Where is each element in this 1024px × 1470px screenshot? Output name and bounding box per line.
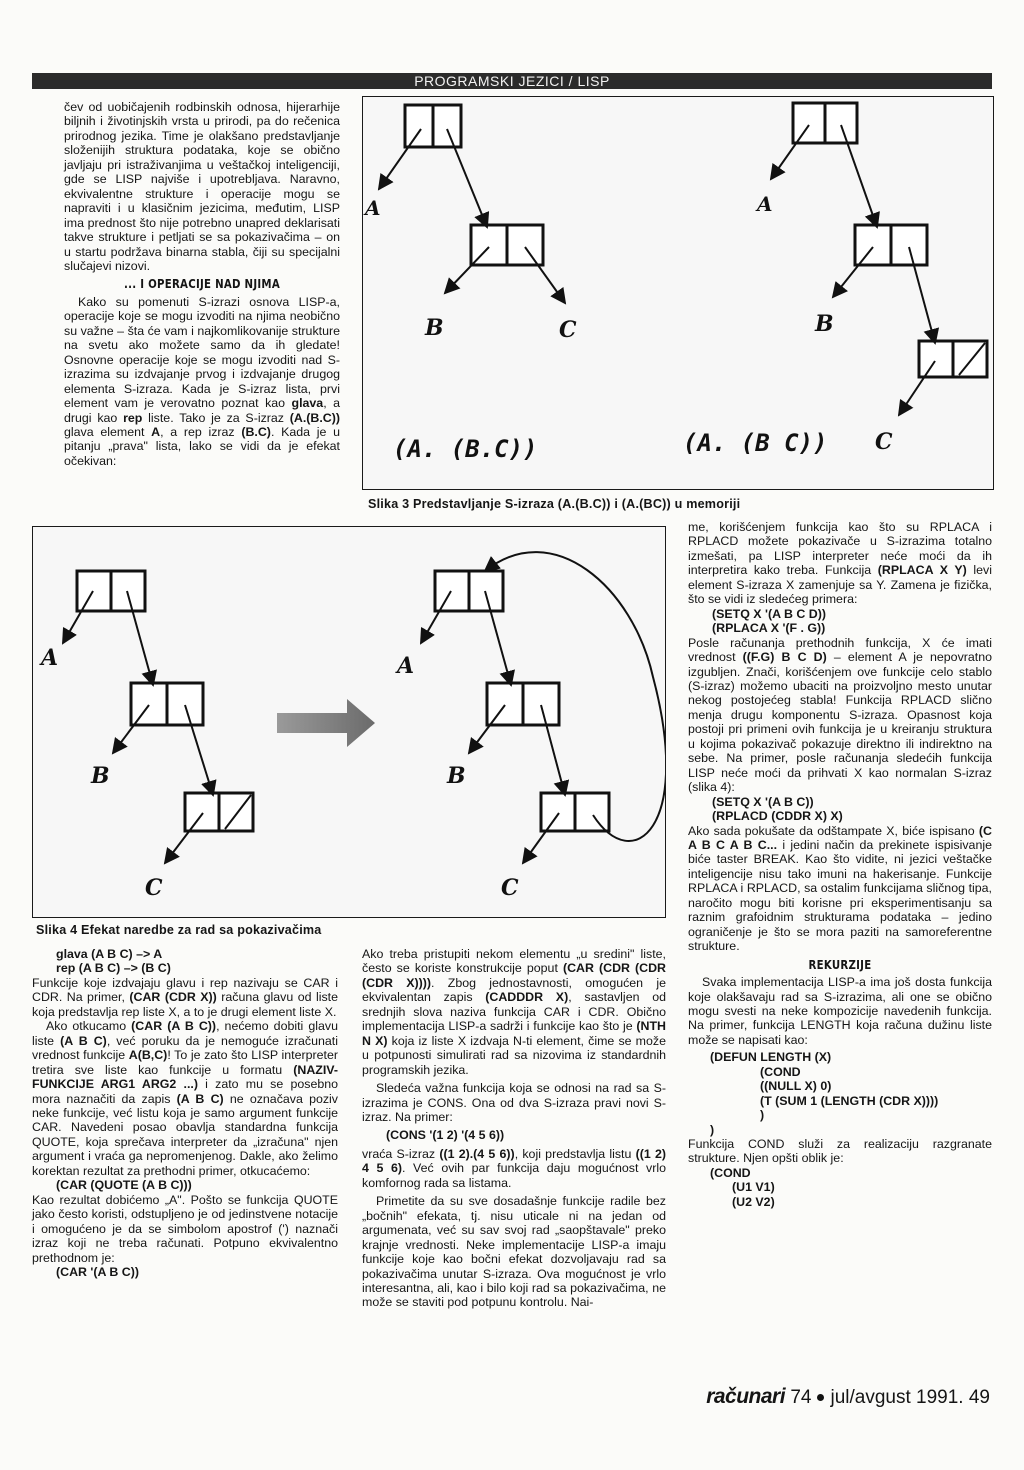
cons-cell-cdr — [507, 225, 543, 265]
magazine-logo: računari — [706, 1385, 786, 1408]
node-label-c: C — [559, 317, 577, 343]
code-line: (SETQ X '(A B C)) — [712, 794, 814, 809]
code-line: (CAR '(A B C)) — [56, 1264, 140, 1279]
column-1-bottom — [32, 947, 338, 1279]
paragraph: me, korišćenjem funkcija kao što su RPLACA i RPLACD možete pokazivače u S-izrazima totalno izmešati, pa LISP interpreter neće moći da ih interpretira kako treba. Funkcija (RPLACA X Y) levi element S-izraza X zamenjuje sa Y. Zamena je fizička, što se vidi iz sledećeg primera: — [688, 520, 992, 607]
cons-cell-cdr — [825, 103, 857, 143]
node-label-c: C — [145, 875, 163, 901]
code-line: (CONS '(1 2) '(4 5 6)) — [386, 1128, 505, 1143]
node-label-a: A — [397, 653, 415, 679]
code-line: ((NULL X) 0) — [760, 1079, 832, 1094]
node-label-a: A — [41, 645, 59, 671]
cons-cell-car — [855, 225, 891, 265]
paragraph: Ako otkucamo (CAR (A B C)), nećemo dobiti glavu liste (A B C), već poruku da je nemoguće izračunati vrednost funkcije A(B,C)! To je zato što LISP interpreter tretira sve liste kao funkcije u formatu (NAZIV-FUNKCIJE ARG1 ARG2 ...) i zato mu se posebno mora naznačiti da zapis (A B C) ne označava poziv neke funkcije, već listu koja je samo argument funkcije CAR. Navedeni posao obavlja standardna funkcija QUOTE, koja sprečava interpreter da „izračuna" njen argument i vraća ga nepromenjenog. Dakle, ako želimo korektan rezultat za prethodni primer, otkucaćemo: — [32, 1019, 339, 1178]
section-heading: ... I OPERACIJE NAD NJIMA — [124, 277, 280, 292]
figure-4 — [32, 526, 666, 918]
node-label-c: C — [875, 429, 893, 455]
node-label-b: B — [425, 315, 444, 341]
code-line: (RPLACA X '(F . G)) — [712, 621, 826, 636]
code-line: rep (A B C) –> (B C) — [56, 961, 171, 976]
node-label-a: A — [365, 196, 381, 220]
node-label-b: B — [447, 763, 466, 789]
code-line: (DEFUN LENGTH (X) — [710, 1050, 832, 1065]
paragraph: Sledeća važna funkcija koja se odnosi na rad sa S-izrazima je CONS. Ona od dva S-izraza pravi novi S-izraz. Na primer: — [362, 1081, 666, 1124]
code-line: (T (SUM 1 (LENGTH (CDR X)))) — [760, 1093, 939, 1108]
paragraph: Funkcija COND služi za realizaciju razgranate strukture. Njen opšti oblik je: — [688, 1137, 992, 1166]
paragraph: Primetite da su sve dosadašnje funkcije radile bez „bočnih" efekata, tj. nisu uticale ni na jedan od argumenata, već su sav svoj rad „saopštavale" preko krajnje vrednosti. Neke implementacije LISP-a imaju funkcije koje kao bočni efekat dozvoljavaju rad sa pokazivačima unutar S-izraza. Ova mogućnost je vrlo interesantna, ali, kao i bilo koji rad sa pokazivačima, ne može se staviti pod potpunu kontrolu. Nai- — [362, 1194, 666, 1310]
cons-cell-car — [405, 105, 433, 147]
cons-cell-cdr — [891, 225, 927, 265]
issue-number: 74 — [790, 1387, 812, 1408]
column-3 — [688, 520, 992, 1209]
figure-3 — [362, 96, 994, 490]
figure-4-caption: Slika 4 Efekat naredbe za rad sa pokazivačima — [36, 923, 322, 937]
figure-3-caption: Slika 3 Predstavljanje S-izraza (A.(B.C)) i (A.(BC)) u memoriji — [368, 497, 741, 511]
node-label-b: B — [91, 763, 110, 789]
header-bar — [32, 73, 992, 89]
column-2 — [362, 947, 666, 1310]
code-line: (U1 V1) — [732, 1180, 775, 1195]
cons-cell-car — [793, 103, 825, 143]
paragraph: Kako su pomenuti S-izrazi osnova LISP-a, operacije koje se mogu izvoditi na njima neobično su važne – šta će vam i najkomlikovanije strukture na svetu ako možete samo da ih gledate! Osnovne operacije koje se mogu izvoditi nad S-izrazima su izdvajanje prvog i izdvajanje drugog elementa S-izraza. Kada je S-izraz lista, prvi element vam je verovatno poznat kao glava, a drugi kao rep liste. Tako je za S-izraz (A.(B.C)) glava element A, a rep izraz (B.C). Kada je u pitanju „prava" lista, lako se vidi da je efekat očekivan: — [64, 294, 340, 468]
code-line: (SETQ X '(A B C D)) — [712, 606, 826, 621]
paragraph: čev od uobičajenih rodbinskih odnosa, hijerarhije biljnih i životinjskih vrsta u prirodi, pa do rečenica prirodnog jezika. Time je olakšano predstavljanje složenijih struktura podataka, koje se obično javljaju pri istraživanjima u veštačkoj inteligenciji, gde se LISP najviše i upotrebljava. Naravno, ekvivalentne strukture i operacije mogu se napraviti i u klasičnim jezicima, međutim, LISP ima prednost što nije potrebno unapred deklarisati takve strukture i petljati se sa pokazivačima – on u startu podržava binarna stabla, čiji su specijalni slučajevi nizovi. — [64, 100, 340, 273]
issue-date: jul/avgust 1991. — [830, 1387, 964, 1408]
section-title: PROGRAMSKI JEZICI / LISP — [414, 73, 610, 89]
figure-3-diagram — [363, 97, 993, 489]
paragraph: Posle računanja prethodnih funkcija, X će imati vrednost ((F.G) B C D) – element A je nepovratno izgubljen. Znači, korišćenjem ove funkcije celo stablo (S-izraz) možemo ubaciti na proizvoljno mesto unutar nekog postojećeg stabla! Funkcija RPLACD slično menja drugu komponentu S-izraza. Opasnost koja postoji pri primeni ovih funkcija je u kreiranju struktura u kojima pokazivač pokazuje direktno ili indirektno na sebe. Na primer, posle računanja sledećih funkcija LISP neće moći da prihvati X kao normalan S-izraz (slika 4): — [688, 635, 993, 795]
code-line: (COND — [760, 1064, 801, 1079]
paragraph: vraća S-izraz ((1 2).(4 5 6)), koji predstavlja listu ((1 2) 4 5 6). Već ovih par funkcija daju mogućnost vrlo komfornog rada sa listama. — [362, 1146, 667, 1190]
code-line: (COND — [710, 1165, 751, 1180]
code-line: ) — [760, 1108, 765, 1123]
node-label-b: B — [815, 311, 834, 337]
paragraph: Kao rezultat dobićemo „A". Pošto se funkcija QUOTE jako često koristi, odstupljeno je od jedinstvene notacije i omogućeno je da se simbolom apostrof (') naznači izraz koji ne treba računati. Potpuno ekvivalentno prethodnom je: — [32, 1192, 338, 1265]
s-expression-list: (A. (B C)) — [683, 429, 828, 457]
code-line: (U2 V2) — [732, 1194, 775, 1209]
paragraph: Ako treba pristupiti nekom elementu „u sredini" liste, često se koriste konstrukcije poput (CAR (CDR (CDR (CDR X)))). Zbog jednostavnosti, omogućen je ekvivalentan zapis (CADDDR X), sastavljen od srednjih slova naziva funkcija CAR i CDR. Obično implementacija LISP-a sadrži i funkcije kao što je (NTH N X) koja iz liste X izdvaja N-ti element, čime se može u potpunosti simulirati rad sa nizovima iz standardnih programskih jezika. — [362, 947, 666, 1077]
cons-cell-car — [919, 341, 953, 377]
s-expression-dotted: (A. (B.C)) — [393, 435, 538, 463]
transform-arrow-icon — [277, 699, 375, 747]
node-label-c: C — [501, 875, 519, 901]
code-line: (RPLACD (CDDR X) X) — [712, 809, 843, 824]
column-1-top — [64, 100, 340, 468]
page-number: 49 — [968, 1387, 990, 1408]
paragraph: Ako sada pokušate da odštampate X, biće ispisano (C A B C A B C... i jedini način da prekinete ispisivanje biće taster BREAK. Kao što vidite, ni jezici veštačke inteligencije nisu tako imuni na hakerisanje. Funkcije RPLACA i RPLACD, sa ostalim funkcijama sličnog tipa, naročito mogu biti korisne pri eksperimentisanju sa raznim grafoidnim strukturama podataka – jedino ograničenje je što se mora paziti na samoreferentne strukture. — [688, 823, 992, 954]
cons-cell-cdr — [433, 105, 461, 147]
bullet-icon — [817, 1394, 824, 1401]
code-line: (CAR (QUOTE (A B C))) — [56, 1178, 192, 1193]
node-label-a: A — [757, 192, 773, 216]
page-footer — [706, 1385, 990, 1409]
paragraph: Funkcije koje izdvajaju glavu i rep nazivaju se CAR i CDR. Na primer, (CAR (CDR X)) računa glavu od liste koja predstavlja rep liste X, a to je drugi element liste X. — [32, 975, 339, 1019]
code-line: ) — [710, 1122, 715, 1137]
section-heading: REKURZIJE — [808, 957, 872, 972]
figure-4-diagram — [33, 527, 665, 917]
code-line: glava (A B C) –> A — [56, 947, 163, 961]
paragraph: Svaka implementacija LISP-a ima još dosta funkcija koje olakšavaju rad sa S-izrazima, ali one se obično mogu svesti na neke kompozicije navedenih funkcija. Na primer, funkcija LENGTH koja računa dužinu liste može se napisati kao: — [688, 975, 992, 1047]
